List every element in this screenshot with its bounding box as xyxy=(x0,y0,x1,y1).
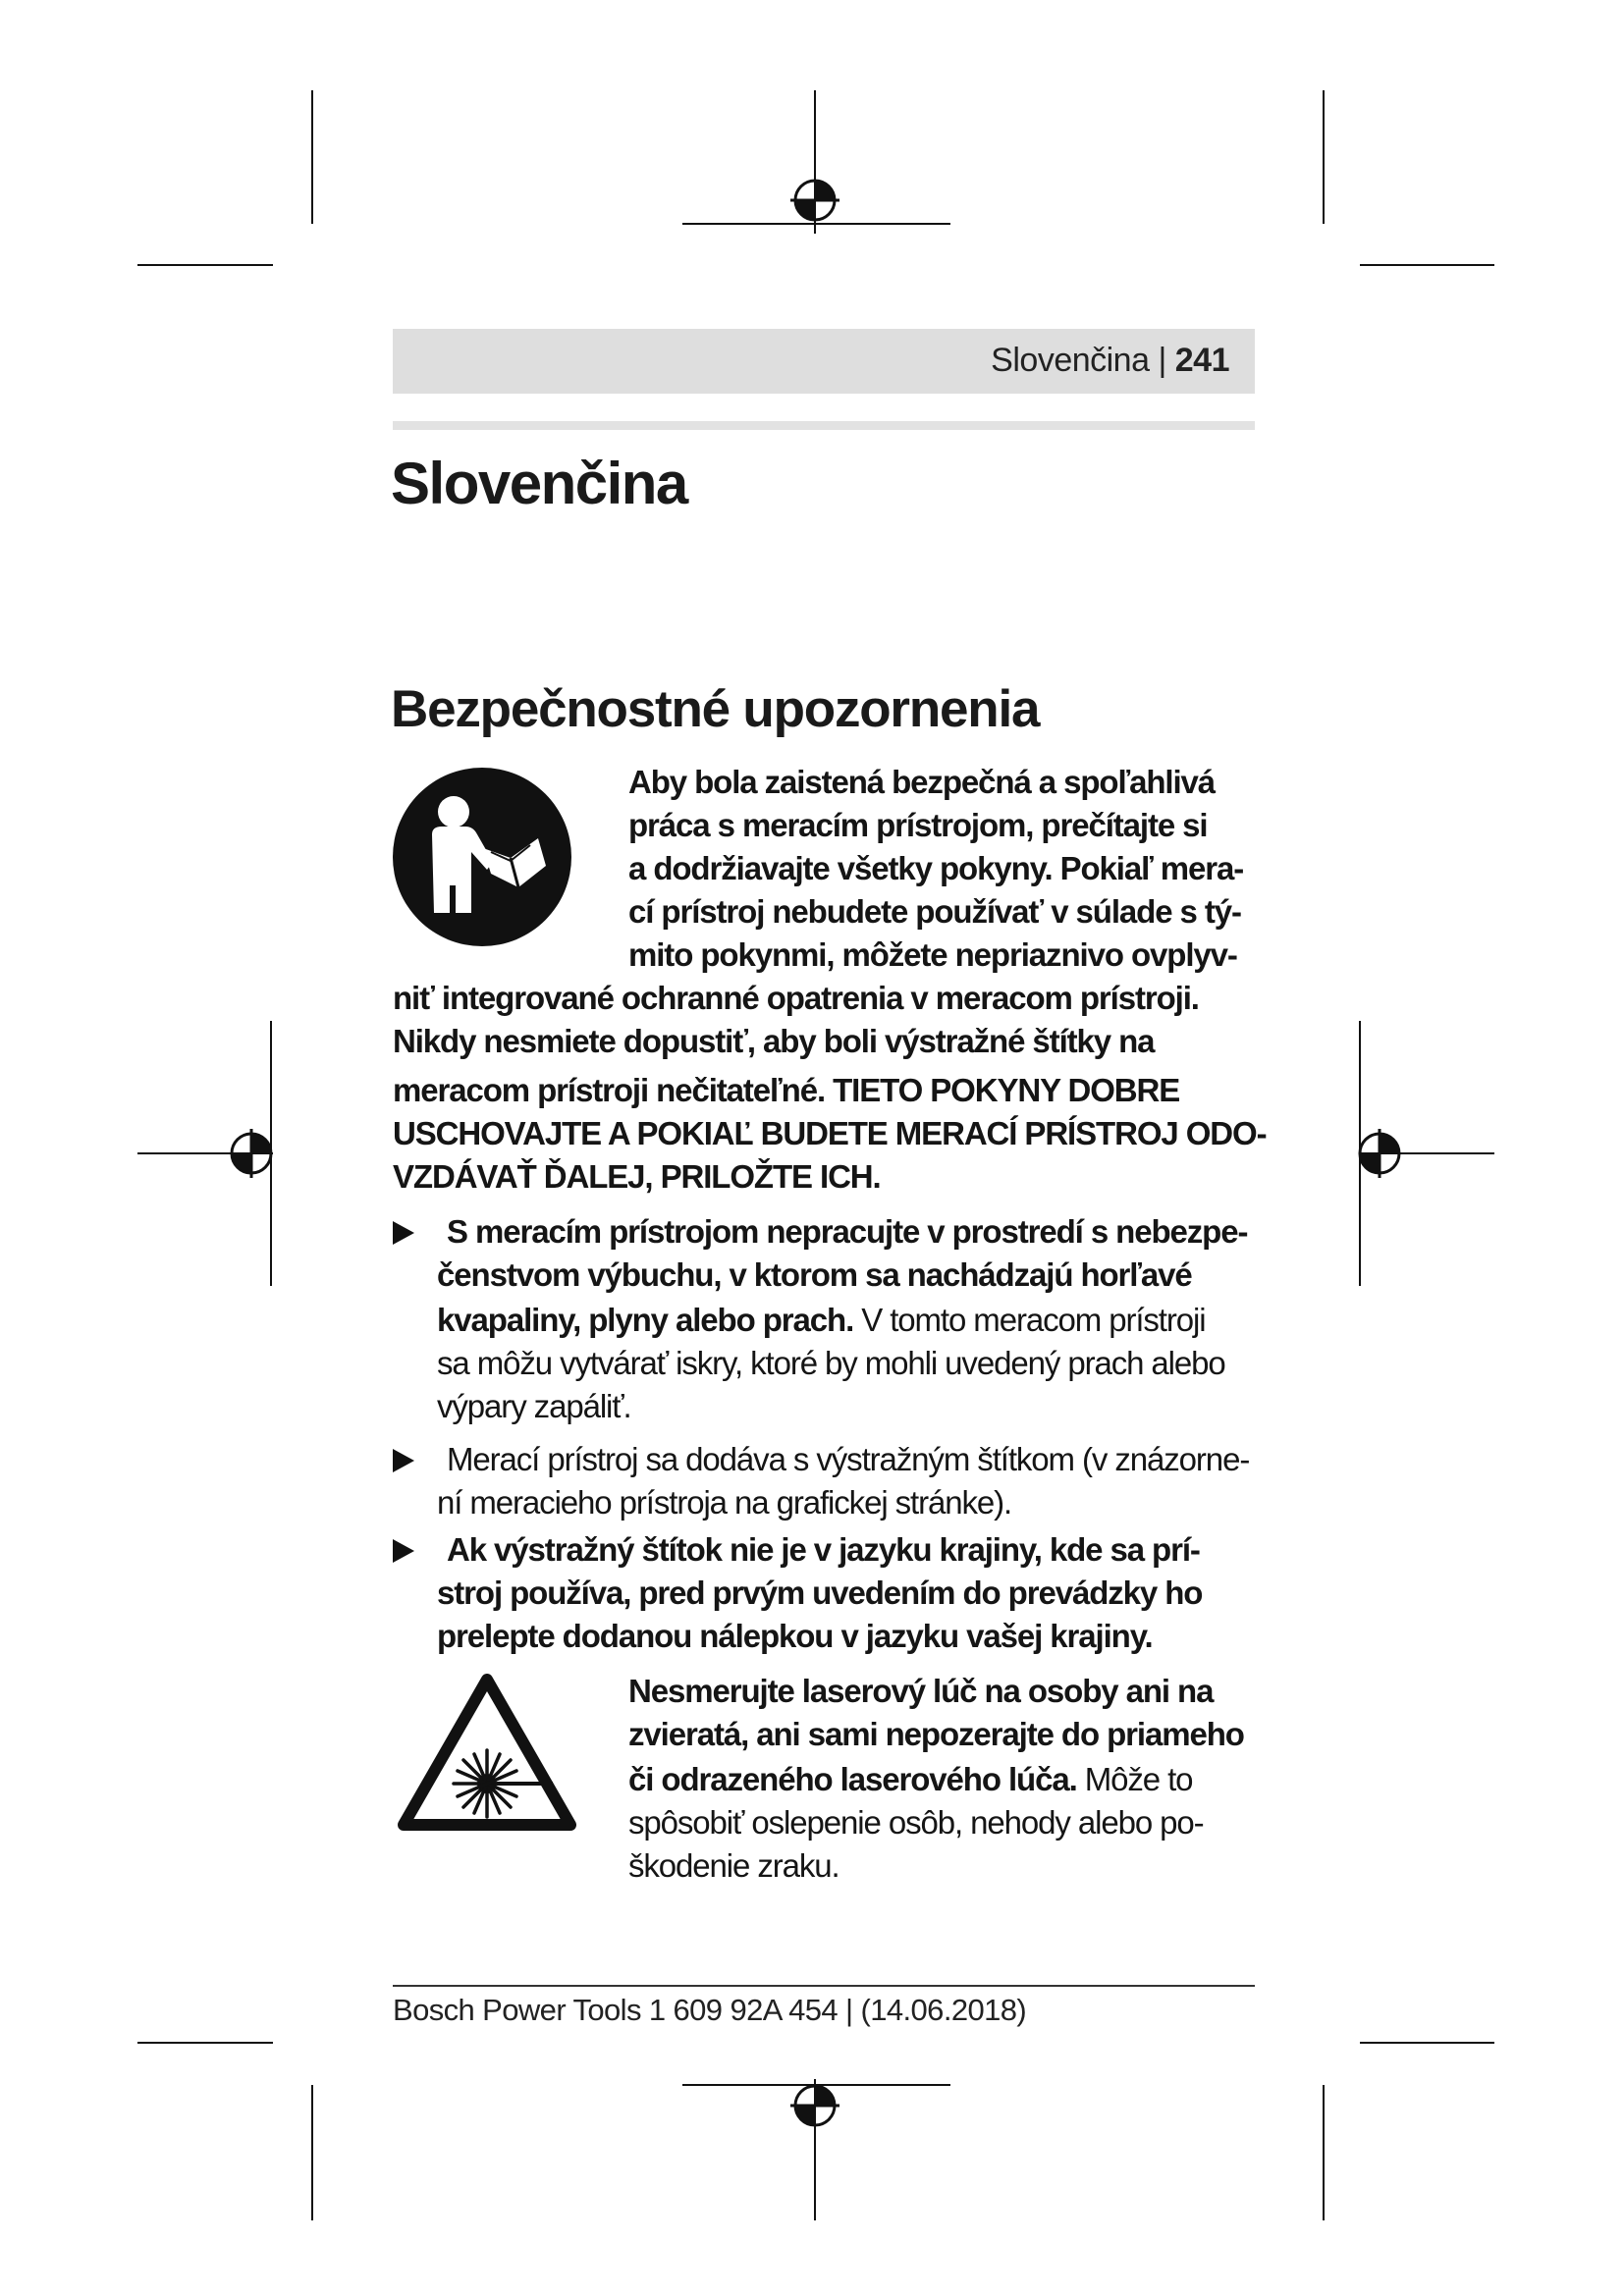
registration-mark-icon xyxy=(232,1129,271,1178)
bullet-bold-text: kvapaliny, plyny alebo prach. xyxy=(437,1302,854,1338)
laser-text: Môže to xyxy=(1076,1761,1193,1797)
laser-bold-text: či odrazeného laserového lúča. xyxy=(628,1761,1077,1797)
intro-line: Nikdy nesmiete dopustiť, aby boli výstražné štítky na xyxy=(393,1023,1155,1059)
registration-mark-icon xyxy=(790,181,839,220)
read-manual-icon xyxy=(393,768,571,946)
laser-warning-icon xyxy=(398,1674,576,1833)
triangle-bullet-icon xyxy=(393,1221,414,1245)
bullet-line: Ak výstražný štítok nie je v jazyku krajiny, kde sa prí- xyxy=(447,1531,1200,1568)
intro-line: niť integrované ochranné opatrenia v meracom prístroji. xyxy=(393,980,1199,1016)
intro-line: práca s meracím prístrojom, prečítajte si xyxy=(628,807,1208,843)
intro-line: Aby bola zaistená bezpečná a spoľahlivá xyxy=(628,764,1216,800)
bullet-line: ní meracieho prístroja na grafickej stránke). xyxy=(437,1484,1012,1521)
header-separator: | xyxy=(1158,342,1166,379)
running-header xyxy=(393,329,1255,394)
bullet-line: stroj používa, pred prvým uvedením do prevádzky ho xyxy=(437,1575,1203,1611)
bullet-line: prelepte dodanou nálepkou v jazyku vašej krajiny. xyxy=(437,1618,1153,1654)
footer-rule xyxy=(393,1985,1255,1987)
laser-line: zvieratá, ani sami nepozerajte do priameho xyxy=(628,1716,1244,1752)
registration-mark-icon xyxy=(790,2086,839,2125)
intro-line: meracom prístroji nečitateľné. TIETO POKYNY DOBRE xyxy=(393,1072,1180,1108)
triangle-bullet-icon xyxy=(393,1449,414,1472)
registration-mark-icon xyxy=(1360,1129,1399,1178)
bullet-line: S meracím prístrojom nepracujte v prostredí s nebezpe- xyxy=(447,1213,1248,1250)
header-text xyxy=(991,342,1229,380)
intro-line: mito pokynmi, môžete nepriaznivo ovplyv- xyxy=(628,936,1237,973)
intro-line: USCHOVAJTE A POKIAĽ BUDETE MERACÍ PRÍSTROJ ODO- xyxy=(393,1115,1267,1151)
laser-line: Nesmerujte laserový lúč na osoby ani na xyxy=(628,1673,1214,1709)
intro-line: cí prístroj nebudete používať v súlade s tý- xyxy=(628,893,1241,930)
intro-line: VZDÁVAŤ ĎALEJ, PRILOŽTE ICH. xyxy=(393,1158,881,1195)
intro-line: a dodržiavajte všetky pokyny. Pokiaľ mera- xyxy=(628,850,1244,886)
bullet-line: čenstvom výbuchu, v ktorom sa nachádzajú horľavé xyxy=(437,1256,1192,1293)
footer-text: Bosch Power Tools 1 609 92A 454 | (14.06.2018) xyxy=(393,1993,1027,2027)
page-number: 241 xyxy=(1174,342,1229,379)
section-heading: Bezpečnostné upozornenia xyxy=(391,680,1040,738)
page-title: Slovenčina xyxy=(391,451,687,516)
bullet-line xyxy=(437,1300,1206,1341)
laser-line: škodenie zraku. xyxy=(628,1847,839,1884)
laser-line: spôsobiť oslepenie osôb, nehody alebo po- xyxy=(628,1804,1204,1841)
bullet-line: výpary zapáliť. xyxy=(437,1388,631,1424)
bullet-line: sa môžu vytvárať iskry, ktoré by mohli uvedený prach alebo xyxy=(437,1345,1225,1381)
triangle-bullet-icon xyxy=(393,1539,414,1563)
header-rule xyxy=(393,421,1255,430)
bullet-line: Merací prístroj sa dodáva s výstražným štítkom (v znázorne- xyxy=(447,1441,1250,1477)
bullet-text: V tomto meracom prístroji xyxy=(853,1302,1206,1338)
laser-line xyxy=(628,1759,1192,1800)
header-section: Slovenčina xyxy=(991,342,1150,379)
